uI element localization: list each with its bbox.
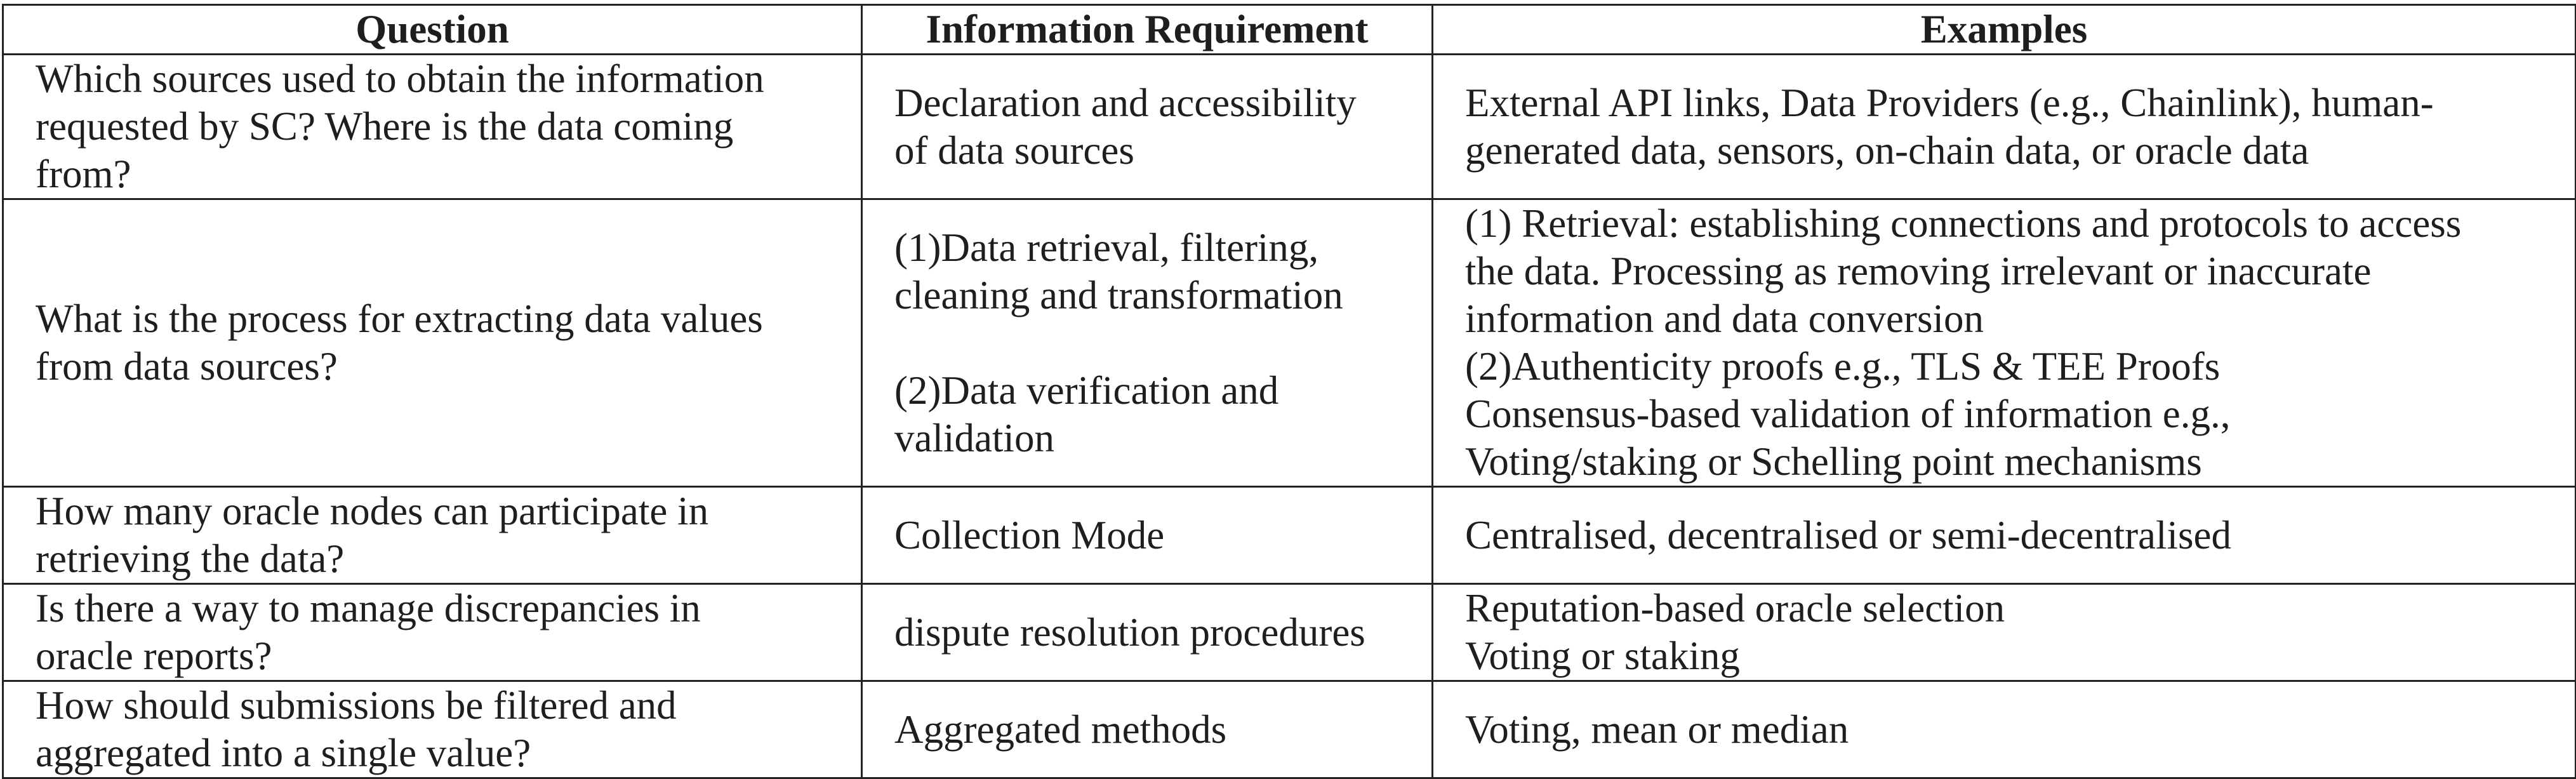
requirement-spacer bbox=[894, 319, 1431, 367]
requirement-line: Collection Mode bbox=[894, 512, 1165, 557]
table-row bbox=[3, 487, 2576, 584]
requirement-line: dispute resolution procedures bbox=[894, 609, 1365, 655]
question-line: How many oracle nodes can participate in bbox=[36, 489, 709, 533]
examples-line: (1) Retrieval: establishing connections and protocols to access bbox=[1465, 201, 2462, 246]
question-cell bbox=[3, 55, 862, 199]
examples-line: (2)Authenticity proofs e.g., TLS & TEE Proofs bbox=[1465, 344, 2221, 389]
requirement-line: of data sources bbox=[894, 128, 1134, 173]
question-cell bbox=[3, 681, 862, 778]
question-line: requested by SC? Where is the data coming bbox=[36, 104, 734, 149]
header-row bbox=[3, 5, 2576, 55]
examples-line: generated data, sensors, on-chain data, or oracle data bbox=[1465, 128, 2309, 173]
question-cell bbox=[3, 487, 862, 584]
examples-line: information and data conversion bbox=[1465, 296, 1984, 341]
requirement-cell bbox=[862, 584, 1433, 681]
question-line: from data sources? bbox=[36, 344, 338, 389]
examples-line: Voting/staking or Schelling point mechanisms bbox=[1465, 439, 2202, 484]
question-line: from? bbox=[36, 152, 131, 196]
table-row bbox=[3, 681, 2576, 778]
requirement-line: validation bbox=[894, 415, 1054, 460]
question-line: Is there a way to manage discrepancies in bbox=[36, 586, 701, 630]
examples-line: External API links, Data Providers (e.g., Chainlink), human- bbox=[1465, 80, 2434, 125]
examples-cell bbox=[1433, 55, 2576, 199]
examples-line: Voting or staking bbox=[1465, 634, 1740, 678]
examples-line: Reputation-based oracle selection bbox=[1465, 586, 2005, 630]
information-requirements-table bbox=[2, 4, 2576, 779]
requirement-cell bbox=[862, 487, 1433, 584]
requirement-cell bbox=[862, 199, 1433, 487]
question-line: What is the process for extracting data values bbox=[36, 296, 763, 341]
examples-line: Centralised, decentralised or semi-decentralised bbox=[1465, 512, 2231, 557]
question-cell bbox=[3, 199, 862, 487]
requirement-line: (1)Data retrieval, filtering, bbox=[894, 225, 1319, 270]
table-row bbox=[3, 55, 2576, 199]
examples-cell bbox=[1433, 681, 2576, 778]
examples-cell bbox=[1433, 487, 2576, 584]
examples-cell bbox=[1433, 199, 2576, 487]
header-question: Question bbox=[3, 5, 862, 55]
question-line: retrieving the data? bbox=[36, 536, 345, 581]
header-examples: Examples bbox=[1433, 5, 2576, 55]
table-row bbox=[3, 584, 2576, 681]
requirement-line: Aggregated methods bbox=[894, 707, 1227, 752]
question-line: oracle reports? bbox=[36, 634, 272, 678]
requirement-cell bbox=[862, 55, 1433, 199]
requirement-line: (2)Data verification and bbox=[894, 368, 1279, 413]
question-line: Which sources used to obtain the information bbox=[36, 57, 764, 101]
requirement-line: Declaration and accessibility bbox=[894, 80, 1357, 125]
requirement-line: cleaning and transformation bbox=[894, 272, 1343, 317]
examples-cell bbox=[1433, 584, 2576, 681]
question-line: aggregated into a single value? bbox=[36, 731, 531, 775]
examples-line: Voting, mean or median bbox=[1465, 707, 1849, 752]
header-information-requirement: Information Requirement bbox=[862, 5, 1433, 55]
examples-line: the data. Processing as removing irrelevant or inaccurate bbox=[1465, 249, 2372, 293]
table-row bbox=[3, 199, 2576, 487]
question-cell bbox=[3, 584, 862, 681]
requirement-cell bbox=[862, 681, 1433, 778]
question-line: How should submissions be filtered and bbox=[36, 683, 677, 728]
examples-line: Consensus-based validation of information e.g., bbox=[1465, 392, 2231, 436]
